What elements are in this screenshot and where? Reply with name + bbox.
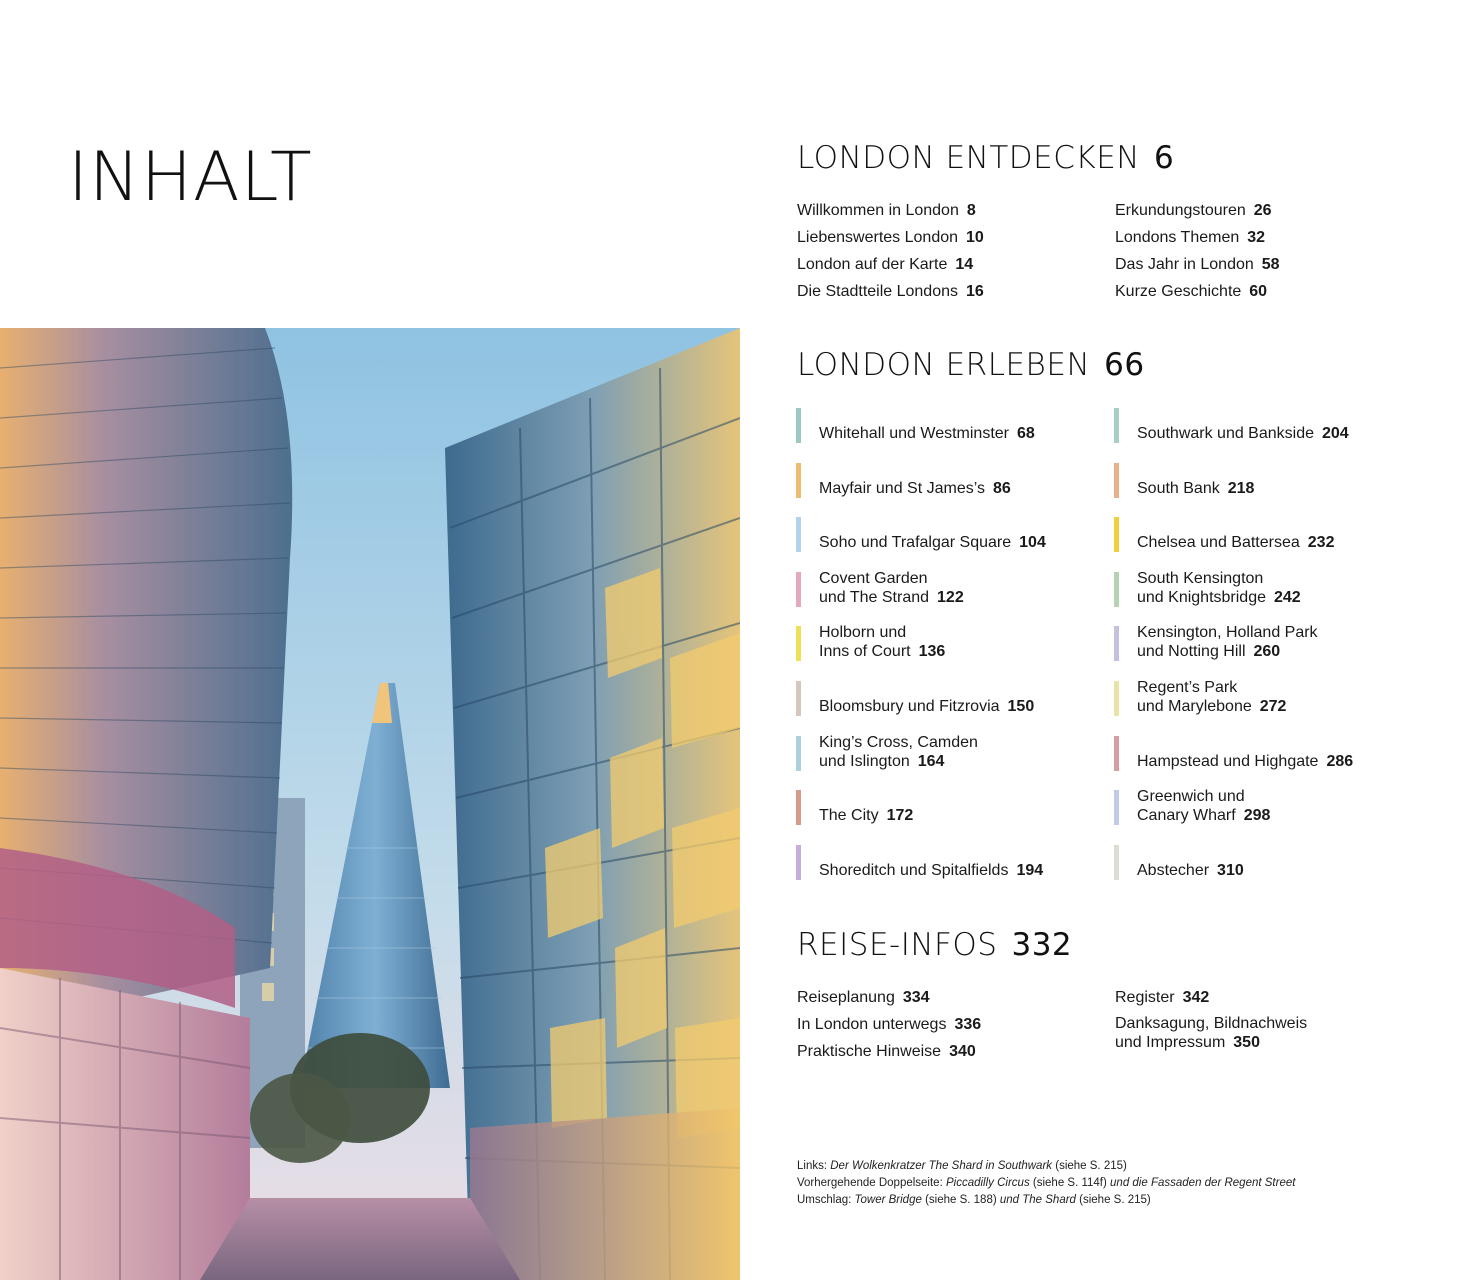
color-bar — [1114, 463, 1119, 498]
color-bar — [1114, 572, 1119, 607]
district-entry[interactable]: Chelsea und Battersea 232 — [1114, 517, 1414, 552]
district-entry[interactable]: King’s Cross, Camden und Islington 164 — [796, 736, 1096, 771]
toc-entry[interactable]: Register 342 — [1115, 989, 1210, 1006]
district-entry[interactable]: Kensington, Holland Park und Notting Hill 260 — [1114, 626, 1414, 661]
district-entry[interactable]: Greenwich und Canary Wharf 298 — [1114, 790, 1414, 825]
toc-entry[interactable]: Reiseplanung 334 — [797, 989, 930, 1006]
toc-entry[interactable]: Kurze Geschichte 60 — [1115, 283, 1268, 300]
district-entry[interactable]: Soho und Trafalgar Square 104 — [796, 517, 1096, 552]
color-bar — [1114, 408, 1119, 443]
toc-entry[interactable]: Danksagung, Bildnachweis und Impressum 350 — [1115, 1015, 1308, 1051]
image-credits — [797, 1158, 1437, 1209]
toc-entdecken-right — [1115, 197, 1280, 305]
district-entry[interactable]: Southwark und Bankside 204 — [1114, 408, 1414, 443]
color-bar — [796, 736, 801, 771]
district-entry[interactable]: Regent’s Park und Marylebone 272 — [1114, 681, 1414, 716]
district-entry[interactable]: Covent Garden und The Strand 122 — [796, 572, 1096, 607]
section-heading-entdecken: LONDON ENTDECKEN 6 — [797, 140, 1175, 176]
color-bar — [1114, 517, 1119, 552]
color-bar — [796, 572, 801, 607]
credit-line-previous-spread: Vorhergehende Doppelseite: Piccadilly Circus (siehe S. 114f) und die Fassaden der Regent Street — [797, 1177, 1296, 1189]
toc-entry[interactable]: Londons Themen 32 — [1115, 229, 1266, 246]
district-entry[interactable]: South Bank 218 — [1114, 463, 1414, 498]
district-entry[interactable]: Bloomsbury und Fitzrovia 150 — [796, 681, 1096, 716]
section-heading-reise: REISE-INFOS 332 — [797, 927, 1073, 963]
color-bar — [1114, 845, 1119, 880]
color-bar — [1114, 736, 1119, 771]
page-title: INHALT — [68, 138, 313, 217]
district-entry[interactable]: Hampstead und Highgate 286 — [1114, 736, 1414, 771]
credit-line-cover: Umschlag: Tower Bridge (siehe S. 188) und The Shard (siehe S. 215) — [797, 1194, 1151, 1206]
color-bar — [796, 408, 801, 443]
color-bar — [796, 790, 801, 825]
district-entry[interactable]: The City 172 — [796, 790, 1096, 825]
toc-entry[interactable]: Die Stadtteile Londons 16 — [797, 283, 984, 300]
color-bar — [1114, 790, 1119, 825]
section-heading-erleben: LONDON ERLEBEN 66 — [797, 347, 1145, 383]
color-bar — [796, 517, 801, 552]
color-bar — [796, 681, 801, 716]
district-entry[interactable]: Shoreditch und Spitalfields 194 — [796, 845, 1096, 880]
credit-line-left: Links: Der Wolkenkratzer The Shard in Southwark (siehe S. 215) — [797, 1160, 1127, 1172]
toc-entry[interactable]: Erkundungstouren 26 — [1115, 202, 1272, 219]
district-entry[interactable]: Whitehall und Westminster 68 — [796, 408, 1096, 443]
color-bar — [796, 463, 801, 498]
toc-entry[interactable]: Praktische Hinweise 340 — [797, 1043, 976, 1060]
toc-entry[interactable]: London auf der Karte 14 — [797, 256, 974, 273]
district-entry[interactable]: Holborn und Inns of Court 136 — [796, 626, 1096, 661]
toc-entdecken-left — [797, 197, 984, 305]
toc-entry[interactable]: Willkommen in London 8 — [797, 202, 976, 219]
cover-photo-the-shard — [0, 328, 740, 1280]
toc-reise-right — [1115, 984, 1307, 1052]
district-entry[interactable]: Mayfair und St James’s 86 — [796, 463, 1096, 498]
district-entry[interactable]: South Kensington und Knightsbridge 242 — [1114, 572, 1414, 607]
color-bar — [1114, 681, 1119, 716]
toc-entry[interactable]: Das Jahr in London 58 — [1115, 256, 1280, 273]
color-bar — [1114, 626, 1119, 661]
color-bar — [796, 626, 801, 661]
district-entry[interactable]: Abstecher 310 — [1114, 845, 1414, 880]
toc-reise-left — [797, 984, 981, 1065]
toc-entry[interactable]: In London unterwegs 336 — [797, 1016, 982, 1033]
color-bar — [796, 845, 801, 880]
toc-entry[interactable]: Liebenswertes London 10 — [797, 229, 984, 246]
